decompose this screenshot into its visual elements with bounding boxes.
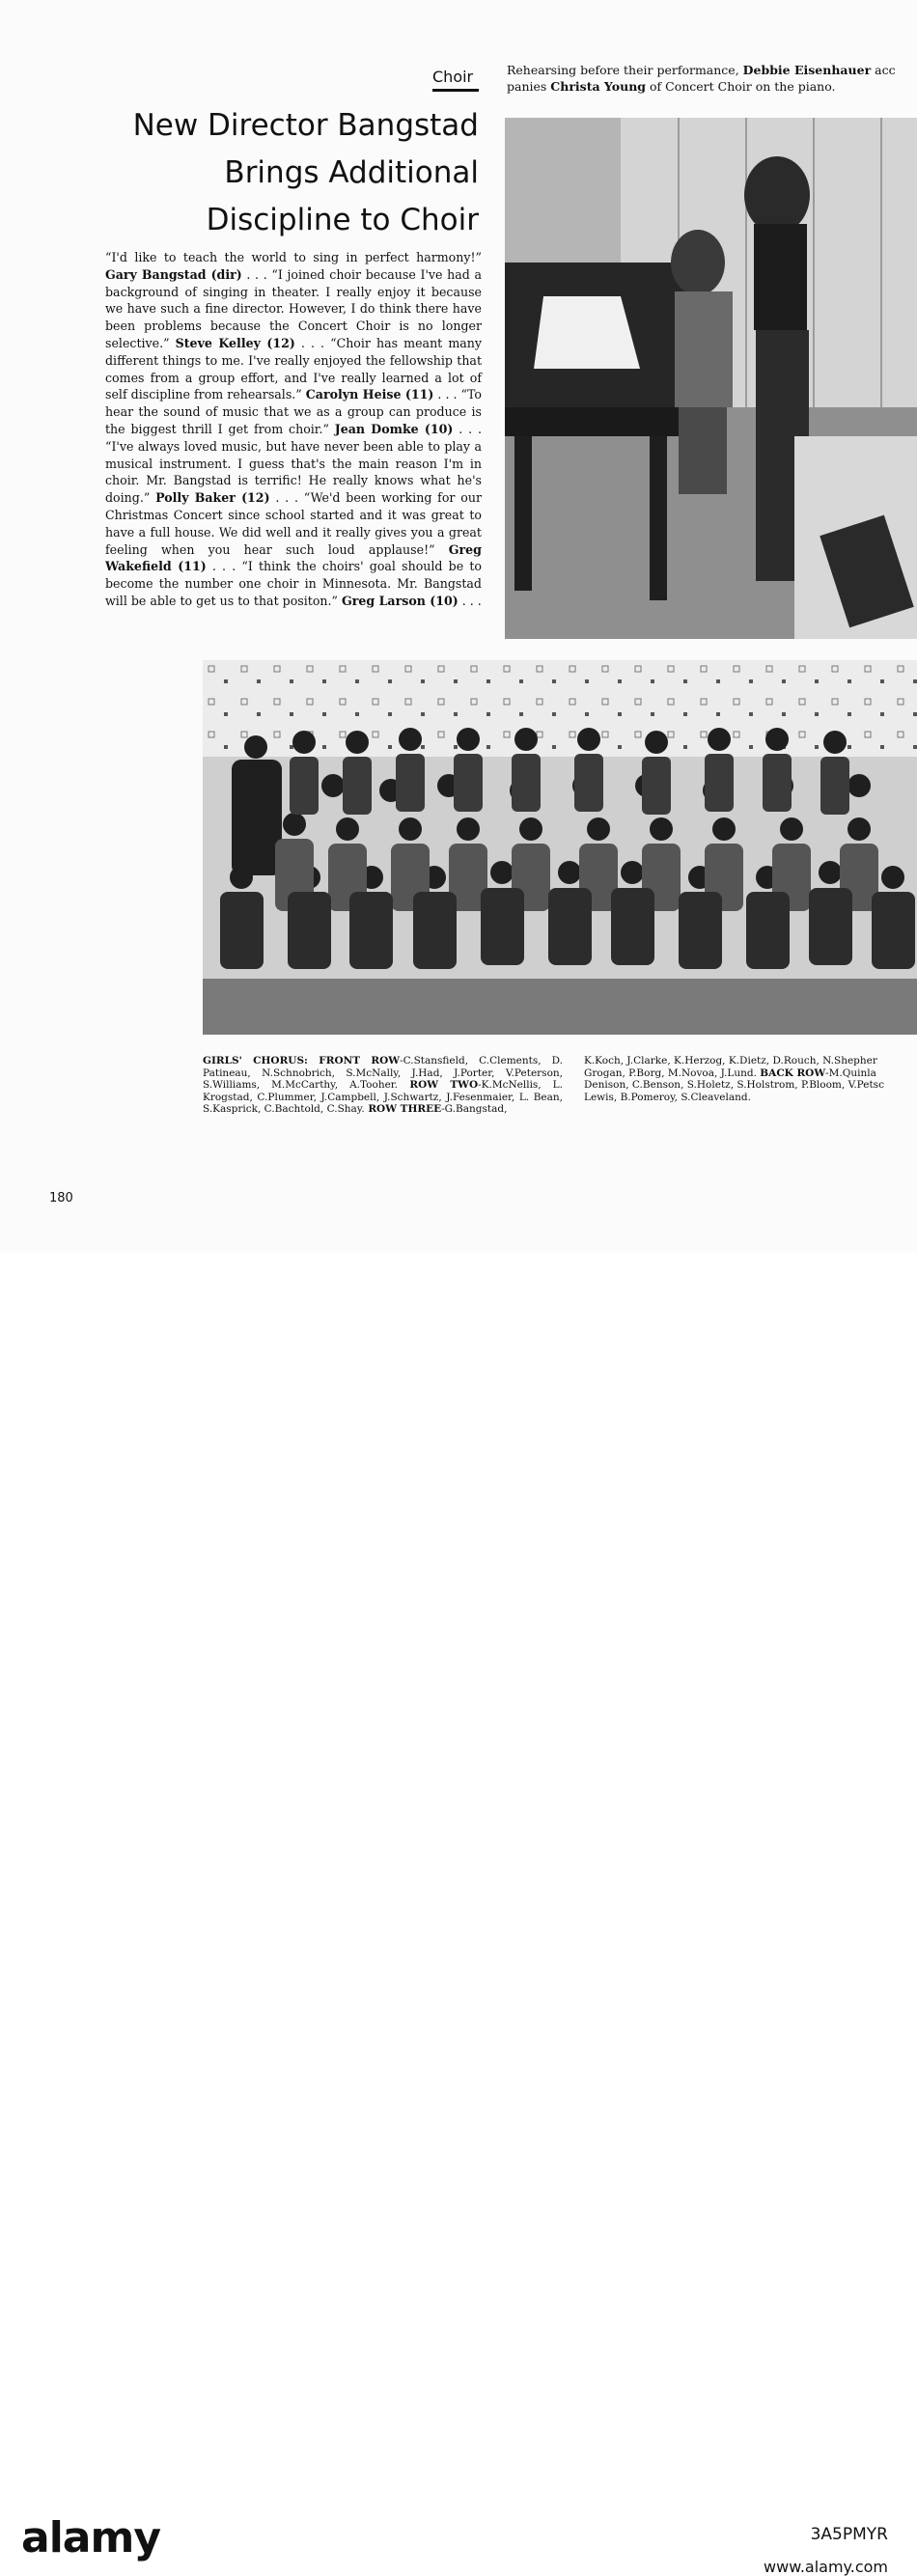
quote-author: Gary Bangstad (dir) [105,266,242,282]
photo-caption [507,62,917,95]
section-underline [432,89,479,92]
caption-name: Debbie Eisenhauer [742,63,872,77]
stock-watermark-bar [0,1253,917,2576]
story-text: “I'd like to teach the world to sing in perfect harmony!” Gary Bangstad (dir) . . . “I joined choir because I've had a background of singing in theater. I really enjoy it because we have such a fine director. However, I do think there have been problems because the Concert Choir is no longer selective.” Steve Kelley (12) . . . “Choir has meant many different things to me. I've really enjoyed the fellowship that comes from a group effort, and I've really learned a lot of self discipline from rehearsals.” Carolyn Heise (11) . . . “To hear the sound of music that we as a group can produce is the biggest thrill I get from choir.” Jean Domke (10) . . . “I've always loved music, but have never been able to play a musical instrument. I guess that's the main reason I'm in choir. Mr. Bangstad is terrific! He really knows what he's doing.” Polly Baker (12) . . . “We'd been working for our Christmas Concert since school started and it was great to have a full house. We did well and it really gives you a great feeling when you hear such loud applause!” Greg Wakefield (11) . . . “I think the choirs' goal should be to become the number one choir in Minnesota. Mr. Bangstad will be able to get us to that positon.” Greg Larson (10) . . . [105,250,482,608]
caption-text: panies [507,79,551,94]
caption-column-right: K.Koch, J.Clarke, K.Herzog, K.Dietz, D.Rouch, N.Shepher Grogan, P.Borg, M.Novoa, J.Lund. BACK ROW-M.Quinla Denison, C.Benson, S.Holetz, S.Holstrom, P.Bloom, V.Petsc Lewis, B.Pomeroy, S.Cleaveland. [584,1055,884,1103]
stock-site-link[interactable]: www.alamy.com [764,2558,888,2576]
headline [87,102,479,244]
quote-author: Steve Kelley (12) [175,335,295,350]
piano-photo-illustration [505,118,917,639]
caption-text: Rehearsing before their performance, [507,63,743,77]
piano-rehearsal-photo [505,118,917,639]
quote-author: Greg Larson (10) [341,593,458,608]
yearbook-page [0,0,917,1253]
stock-image-id: 3A5PMYR [810,2525,888,2544]
headline-line-1: New Director Bangstad [132,108,479,143]
quote-author: Greg Wakefield (11) [105,541,482,574]
section-label: Choir [432,68,474,86]
quote-author: Polly Baker (12) [155,490,270,506]
brand-logo: alamy [21,2513,160,2562]
caption-column-left: GIRLS' CHORUS: FRONT ROW-C.Stansfield, C.Clements, D. Patineau, N.Schnobrich, S.McNally, J.Had, J.Porter, V.Peterson, S.Williams, M.McCarthy, A.Tooher. ROW TWO-K.McNellis, L. Krogstad, C.Plummer, J.Campbell, J.Schwartz, J.Fesenmaier, L. Bean, S.Kasprick, C.Bachtold, C.Shay. ROW THREE-G.Bangstad, [203,1055,564,1116]
headline-line-2: Brings Additional [224,155,479,190]
headline-line-3: Discipline to Choir [206,203,479,237]
caption-text: of Concert Choir on the piano. [646,79,836,94]
quote-author: Jean Domke (10) [334,421,454,436]
caption-name: Christa Young [550,79,647,94]
caption-text: acc [871,63,896,77]
page-number: 180 [49,1191,73,1205]
quote-author: Carolyn Heise (11) [305,387,434,402]
group-photo-illustration [203,660,917,1035]
girls-chorus-group-photo [203,660,917,1035]
